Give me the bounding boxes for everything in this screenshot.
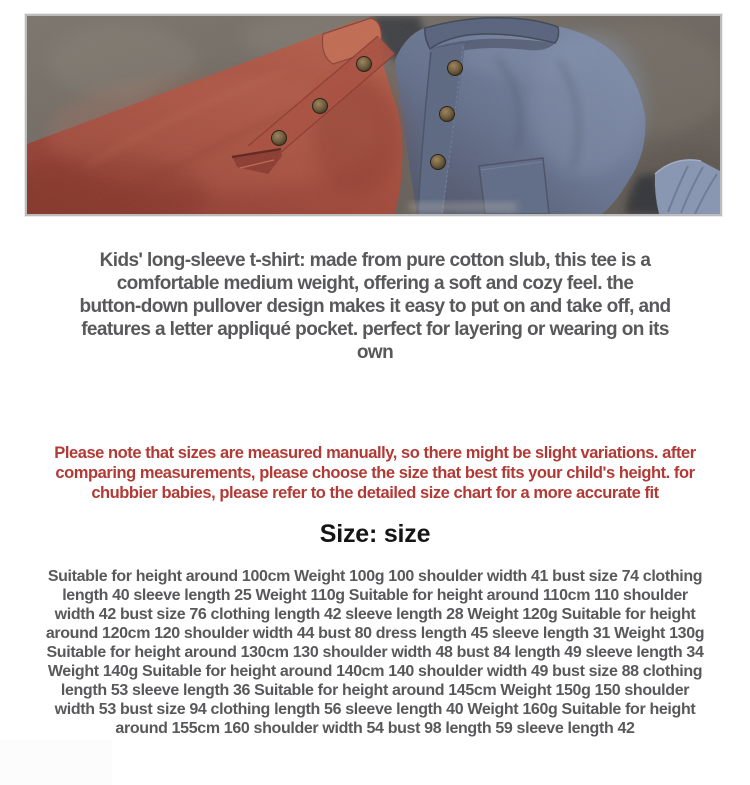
photo-grain — [27, 16, 720, 214]
size-details-line: Suitable for height around 130cm 130 shoulder width 48 bust 84 length 49 sleeve length 34 — [46, 644, 704, 661]
size-details-line: width 42 bust size 76 clothing length 42 sleeve length 28 Weight 120g Suitable for height — [54, 606, 696, 623]
product-photo-illustration — [27, 16, 720, 214]
description-line: comfortable medium weight, offering a soft and cozy feel. the — [116, 273, 634, 294]
footer-artifact — [0, 740, 112, 785]
size-note — [0, 443, 750, 503]
size-details-line: length 40 sleeve length 25 Weight 110g Suitable for height around 110cm 110 shoulder — [62, 587, 688, 604]
description-line: Kids' long-sleeve t-shirt: made from pure cotton slub, this tee is a — [99, 250, 651, 271]
description-line: button-down pullover design makes it easy to put on and take off, and — [79, 296, 671, 317]
size-details-line: width 53 bust size 94 clothing length 56 sleeve length 40 Weight 160g Suitable for height — [54, 701, 696, 718]
description-line: own — [356, 342, 394, 363]
note-line: chubbier babies, please refer to the detailed size chart for a more accurate fit — [91, 484, 659, 502]
size-heading: Size: size — [319, 520, 431, 548]
size-details-line: length 53 sleeve length 36 Suitable for height around 145cm Weight 150g 150 shoulder — [60, 682, 690, 699]
note-line: comparing measurements, please choose the size that best fits your child's height. for — [55, 464, 695, 482]
description-line: features a letter appliqué pocket. perfect for layering or wearing on its — [81, 319, 669, 340]
size-details — [0, 567, 750, 738]
product-photo[interactable] — [25, 14, 722, 216]
size-details-line: around 155cm 160 shoulder width 54 bust 98 length 59 sleeve length 42 — [115, 720, 635, 737]
product-description — [0, 249, 750, 364]
note-line: Please note that sizes are measured manually, so there might be slight variations. after — [54, 444, 696, 462]
size-details-line: Weight 140g Suitable for height around 140cm 140 shoulder width 49 bust size 88 clothing — [47, 663, 703, 680]
size-details-line: Suitable for height around 100cm Weight 100g 100 shoulder width 41 bust size 74 clothing — [47, 568, 703, 585]
size-details-line: around 120cm 120 shoulder width 44 bust 80 dress length 45 sleeve length 31 Weight 130g — [45, 625, 705, 642]
